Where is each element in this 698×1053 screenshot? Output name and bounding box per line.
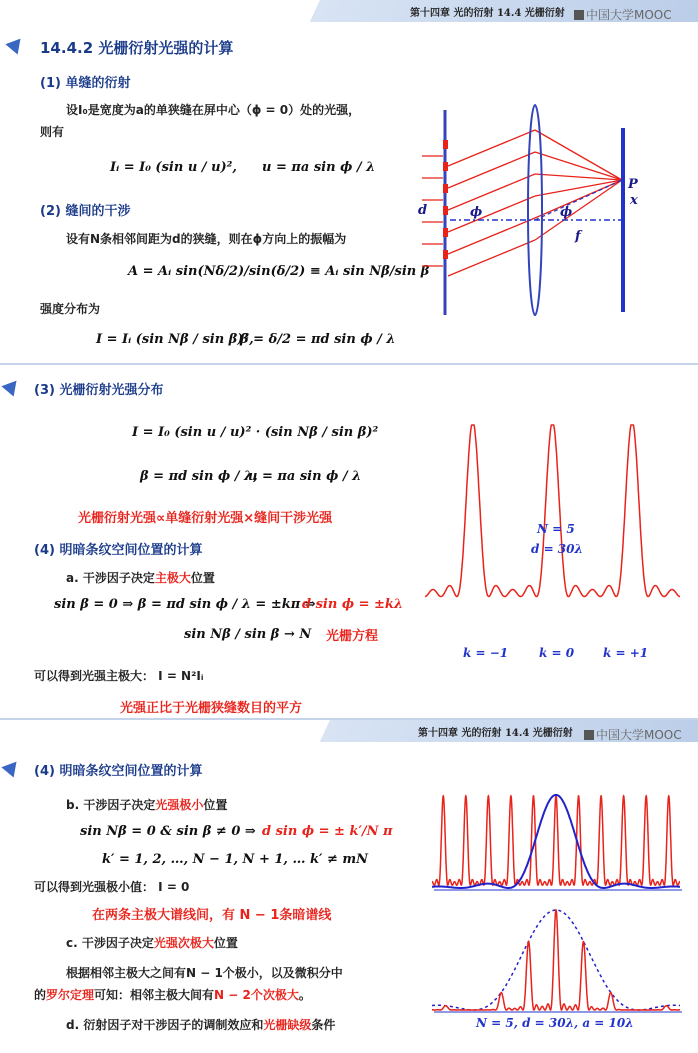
mooc-icon-3	[584, 730, 594, 740]
lens	[528, 105, 542, 315]
slide-3	[0, 720, 698, 1053]
intensity-curve	[425, 425, 680, 597]
missing-order-chart	[432, 904, 684, 1016]
label-f: f	[575, 229, 581, 244]
intensity-chart	[425, 420, 685, 660]
equation-k-prime: k′ = 1, 2, …, N − 1, N + 1, … k′ ≠ mN	[102, 852, 369, 867]
sub-d: d. 衍射因子对干涉因子的调制效应和光栅缺级条件	[66, 1018, 336, 1032]
equation-beta: β = δ/2 = πd sin ϕ / λ	[240, 332, 396, 347]
equation-intensity: I = Iᵢ (sin Nβ / sin β)²,	[96, 332, 254, 347]
text-single-slit: 设I₀是宽度为a的单狭缝在屏中心（ϕ = 0）处的光强，	[66, 103, 361, 117]
subsection-single-slit: (1) 单缝的衍射	[40, 76, 131, 91]
chart-label-k0: k = 0	[539, 646, 575, 660]
text-intensity: 强度分布为	[40, 302, 101, 316]
chart-label-N: N = 5	[537, 522, 575, 536]
mooc-icon	[574, 10, 584, 20]
text-interference: 设有N条相邻间距为d的狭缝，则在ϕ方向上的振幅为	[66, 232, 347, 246]
grating-equation-label: 光栅方程	[326, 629, 379, 644]
modulation-chart	[432, 788, 684, 896]
chart-label-k-neg: k = −1	[463, 646, 509, 660]
equation-principal-max: sin β = 0 ⇒ β = πd sin ϕ / λ = ±kπ ⇒	[54, 597, 316, 612]
equation-grating: d sin ϕ = ±kλ	[302, 597, 404, 612]
text-rolle: 的罗尔定理可知：相邻主极大间有N − 2个次极大。	[34, 988, 311, 1002]
subsection-fringe-positions-3: (4) 明暗条纹空间位置的计算	[34, 764, 203, 779]
red-statement-product: 光栅衍射光强∝单缝衍射光强×缝间干涉光强	[78, 511, 333, 526]
sub-c: c. 干涉因子决定光强次极大位置	[66, 936, 238, 950]
mooc-logo: 中国大学MOOC	[574, 6, 672, 23]
equation-u-2: u = πa sin ϕ / λ	[248, 469, 362, 484]
equation-u: u = πa sin ϕ / λ	[262, 160, 376, 175]
text-single-slit-b: 则有	[40, 125, 65, 139]
subsection-interference: (2) 缝间的干涉	[40, 204, 131, 219]
label-phi-2: ϕ	[560, 205, 573, 220]
equation-minima: sin Nβ = 0 & sin β ≠ 0 ⇒	[80, 824, 256, 839]
chapter-header: 第十四章 光的衍射 14.4 光栅衍射	[410, 8, 565, 19]
chart-label-k-pos: k = +1	[603, 646, 649, 660]
equation-single-slit: Iᵢ = I₀ (sin u / u)²,	[110, 160, 237, 175]
text-principal-max: 可以得到光强主极大： I = N²Iᵢ	[34, 669, 204, 683]
equation-minima-red: d sin ϕ = ± k′/N π	[262, 824, 393, 839]
title-arrow-icon	[5, 33, 26, 54]
sub-b: b. 干涉因子决定光强极小位置	[66, 798, 228, 812]
sub-a: a. 干涉因子决定主极大位置	[66, 571, 215, 585]
diffracted-rays	[448, 130, 622, 276]
missing-order-curve	[432, 910, 680, 1010]
text-minima: 可以得到光强极小值： I = 0	[34, 880, 190, 894]
equation-limit-N: sin Nβ / sin β → N	[184, 627, 312, 642]
chart-label-d: d = 30λ	[531, 542, 583, 556]
mooc-logo-3: 中国大学MOOC	[584, 726, 682, 743]
chapter-header-3: 第十四章 光的衍射 14.4 光栅衍射	[418, 728, 573, 739]
interference-curve	[432, 796, 680, 885]
subsection-fringe-positions: (4) 明暗条纹空间位置的计算	[34, 543, 203, 558]
equation-amplitude: A = Aᵢ sin(Nδ/2)/sin(δ/2) ≡ Aᵢ sin Nβ/sin β	[128, 264, 430, 279]
chart-caption: N = 5, d = 30λ, a = 10λ	[476, 1016, 634, 1030]
section-arrow-icon	[1, 375, 22, 396]
grating-diagram	[410, 100, 670, 320]
subsection-grating-distribution: (3) 光栅衍射光强分布	[34, 383, 164, 398]
equation-grating-intensity: I = I₀ (sin u / u)² · (sin Nβ / sin β)²	[132, 425, 379, 440]
label-phi-1: ϕ	[470, 205, 483, 220]
section-title: 14.4.2 光栅衍射光强的计算	[40, 39, 234, 57]
section-arrow-icon-3	[1, 756, 22, 777]
label-x: x	[630, 193, 638, 208]
label-d: d	[418, 203, 428, 218]
slide-2	[0, 365, 698, 720]
equation-beta-2: β = πd sin ϕ / λ,	[140, 469, 258, 484]
text-secondary-max: 根据相邻主极大之间有N − 1个极小，以及微积分中	[66, 966, 343, 980]
red-statement-square: 光强正比于光栅狭缝数目的平方	[120, 701, 303, 716]
slide-1	[0, 0, 698, 365]
envelope-dotted	[432, 910, 680, 1010]
red-statement-dark-lines: 在两条主极大谱线间，有 N − 1条暗谱线	[92, 908, 332, 923]
label-P: P	[628, 177, 638, 192]
